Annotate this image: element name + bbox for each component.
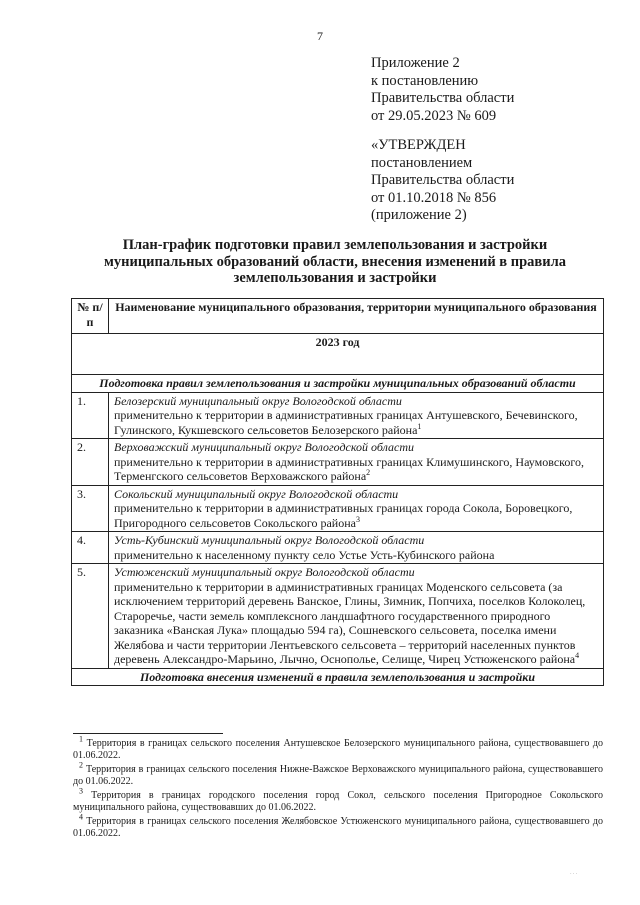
footnote-mark: 1 xyxy=(79,734,83,744)
row-content xyxy=(109,532,604,564)
year-label: 2023 год xyxy=(72,334,604,375)
scan-mark: · · · xyxy=(570,872,578,877)
footnote xyxy=(73,760,604,788)
footnote-text: Территория в границах сельского поселения Желябовское Устюженского муниципального района, существовавшего до 01.06.2022. xyxy=(73,816,603,839)
footnote-ref: 3 xyxy=(355,514,360,524)
approval-line: (приложение 2) xyxy=(371,207,467,223)
municipality-name: Усть-Кубинский муниципальный округ Вологодской области xyxy=(114,533,425,547)
territory-text: применительно к территории в административных границах Моденского сельсовета (за исключением территорий деревень Ванское, Глины, Зимник, Попчиха, поселков Колоколец, Староречье, части земель комплексного ландшафтного государственного природного заказника «Ванская Лука» площадью 594 га), Сошневского сельсовета, поселка имени Желябова и части территории Лентьевского сельсовета – территорий населенных пунктов деревень Александро-Марьино, Лычно, Оснополье, Селище, Чирец Устюженского района xyxy=(114,579,586,666)
table-row xyxy=(72,392,604,439)
header-number: № п/п xyxy=(72,299,109,334)
table-row xyxy=(72,532,604,564)
appendix-line: Приложение 2 xyxy=(371,55,460,71)
territory-text: применительно к территории в административных границах Антушевского, Бечевинского, Гулинского, Кукшевского сельсоветов Белозерского района xyxy=(114,408,578,437)
row-number: 2. xyxy=(72,439,109,486)
approval-line: от 01.10.2018 № 856 xyxy=(371,189,497,206)
table-header-row xyxy=(72,299,604,334)
year-row xyxy=(72,334,604,375)
footnote-text: Территория в границах сельского поселения Антушевское Белозерского муниципального района, существовавшего до 01.06.2022. xyxy=(73,738,603,761)
row-content xyxy=(109,392,604,439)
plan-table xyxy=(71,298,604,686)
footnote-separator xyxy=(73,733,223,734)
appendix-line: Правительства области xyxy=(371,90,515,106)
approval-line: «УТВЕРЖДЕН xyxy=(371,137,466,153)
footnotes xyxy=(73,734,604,842)
table-row xyxy=(72,485,604,532)
approval-block xyxy=(371,137,514,225)
row-content xyxy=(109,439,604,486)
municipality-name: Белозерский муниципальный округ Вологодской области xyxy=(114,393,402,408)
footnote-text: Территория в границах сельского поселения Нижне-Важское Верховажского муниципального района, существовавшего до 01.06.2022. xyxy=(73,764,604,787)
section-row xyxy=(72,375,604,393)
table-row xyxy=(72,439,604,486)
approval-line: постановлением xyxy=(371,154,473,171)
footnote-mark: 4 xyxy=(79,812,83,822)
approval-line: Правительства области xyxy=(371,172,515,188)
row-number: 5. xyxy=(72,564,109,669)
section-row xyxy=(72,668,604,686)
footnote xyxy=(73,786,604,814)
footnote xyxy=(73,812,603,840)
row-content xyxy=(109,564,604,669)
appendix-block xyxy=(371,55,514,125)
appendix-line: к постановлению xyxy=(371,72,479,89)
territory-text: применительно к территории в административных границах Климушинского, Наумовского, Терменгского сельсоветов Верховажского района xyxy=(114,454,585,483)
footnote-ref: 4 xyxy=(575,651,580,660)
row-number: 1. xyxy=(72,392,109,439)
footnote xyxy=(73,734,603,762)
territory-text: применительно к населенному пункту село Устье Усть-Кубинского района xyxy=(114,547,495,562)
footnote-ref: 2 xyxy=(366,468,371,477)
table-row xyxy=(72,564,604,669)
municipality-name: Сокольский муниципальный округ Вологодской области xyxy=(114,486,399,501)
territory-text: применительно к территории в административных границах города Сокола, Боровецкого, Пригородного сельсоветов Сокольского района xyxy=(114,501,573,530)
footnote-ref: 1 xyxy=(417,421,422,431)
row-number: 4. xyxy=(72,532,109,564)
footnote-mark: 2 xyxy=(79,760,83,770)
document-title: План-график подготовки правил землепользования и застройки муниципальных образований области, внесения изменений в правила землепользования и застройки xyxy=(103,237,567,286)
page-number: 7 xyxy=(317,29,323,43)
section-title: Подготовка правил землепользования и застройки муниципальных образований области xyxy=(72,375,604,393)
footnote-mark: 3 xyxy=(79,786,83,796)
municipality-name: Верховажский муниципальный округ Вологодской области xyxy=(114,440,414,454)
appendix-line: от 29.05.2023 № 609 xyxy=(371,107,497,124)
row-content xyxy=(109,485,604,532)
footnote-text: Территория в границах городского поселения город Сокол, сельского поселения Пригородное Сокольского муниципального района, существовавших до 01.06.2022. xyxy=(73,790,604,813)
header-name: Наименование муниципального образования, территории муниципального образования xyxy=(109,299,604,334)
municipality-name: Устюженский муниципальный округ Вологодской области xyxy=(114,565,415,579)
row-number: 3. xyxy=(72,485,109,532)
section-title: Подготовка внесения изменений в правила землепользования и застройки xyxy=(72,668,604,686)
